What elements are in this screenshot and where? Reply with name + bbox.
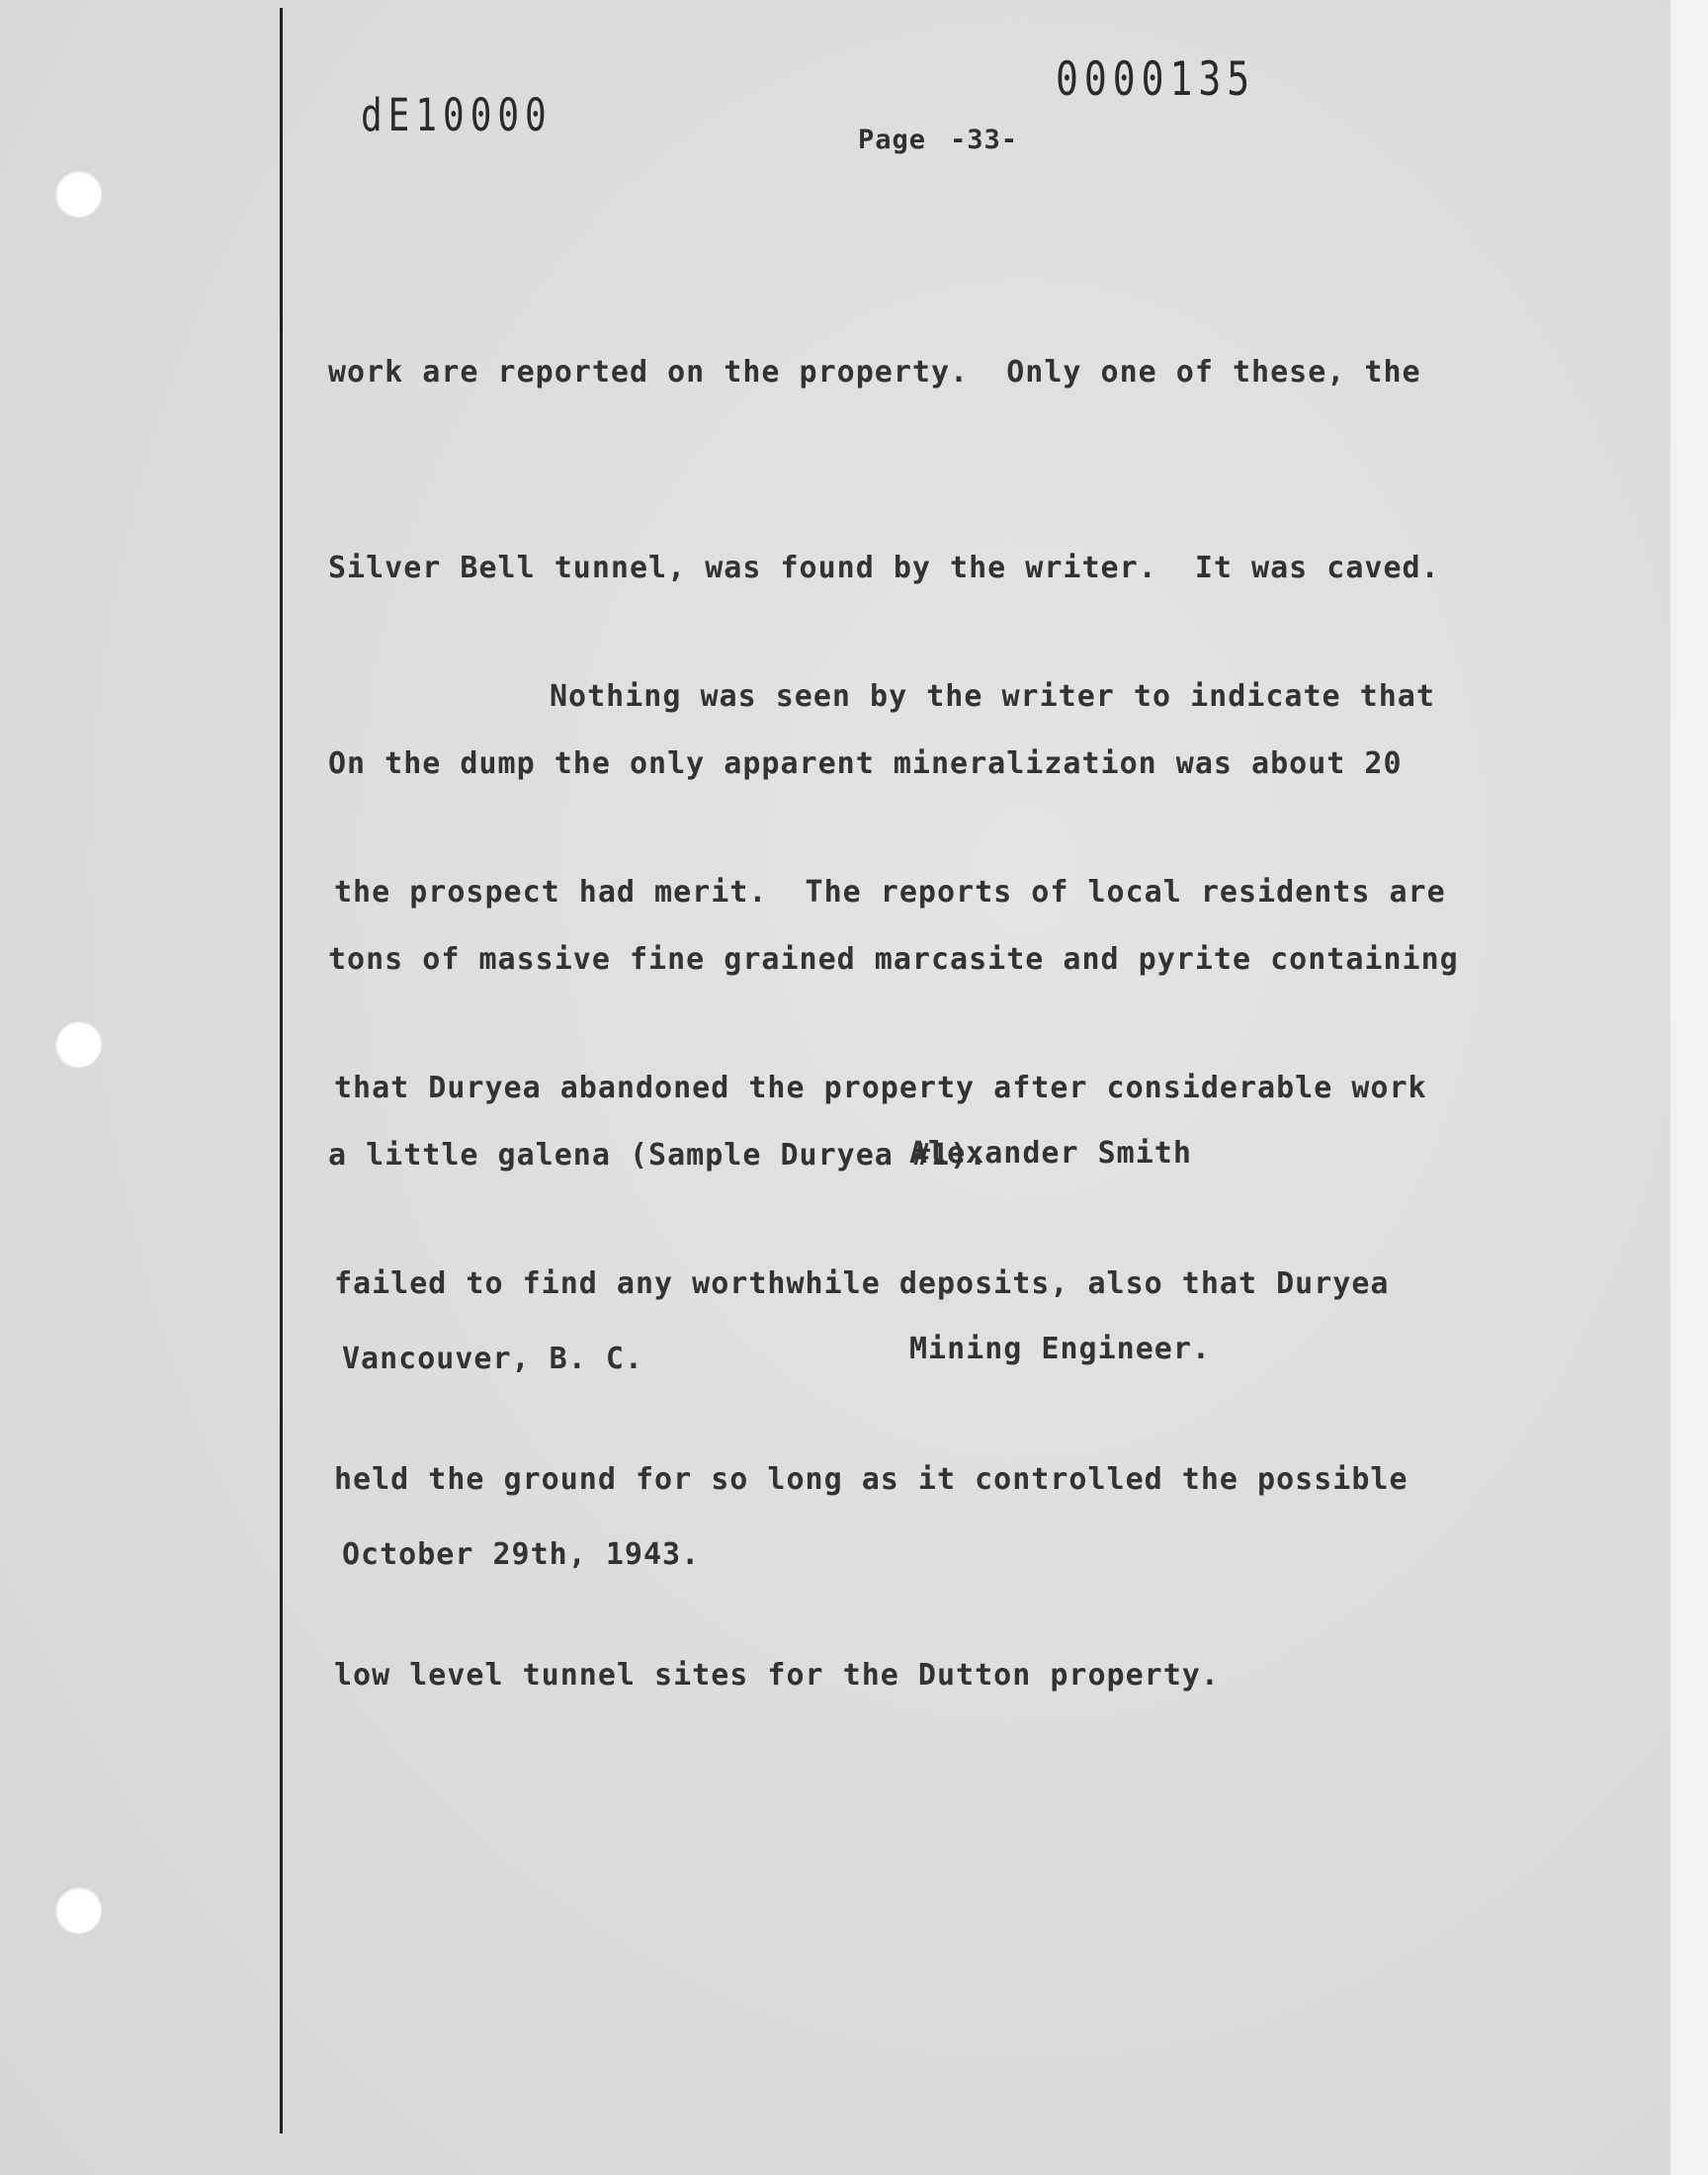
paragraph-line: Nothing was seen by the writer to indicate that — [550, 679, 1435, 714]
margin-rule — [280, 8, 283, 2133]
punch-hole-bottom — [54, 1886, 102, 1934]
paragraph-line: that Duryea abandoned the property after considerable work — [334, 1071, 1427, 1105]
document-code-stamp: dE10000 — [361, 91, 553, 142]
paragraph-line: On the dump the only apparent mineralization was about 20 — [328, 746, 1403, 781]
paragraph-line: a little galena (Sample Duryea #1). — [328, 1138, 988, 1173]
signature-title: Mining Engineer. — [909, 1332, 1211, 1366]
place: Vancouver, B. C. — [342, 1342, 643, 1376]
signature-block — [909, 991, 1211, 1513]
page-number: -33- — [950, 125, 1019, 155]
paragraph-line: Silver Bell tunnel, was found by the writer. It was caved. — [328, 551, 1440, 585]
page-edge — [1670, 0, 1708, 2175]
place-date-block — [342, 1196, 700, 1718]
punch-hole-top — [54, 170, 102, 218]
punch-hole-middle — [54, 1020, 102, 1068]
page-header — [858, 125, 1042, 155]
paragraph-line: held the ground for so long as it controlled the possible — [334, 1462, 1409, 1497]
paragraph-line: the prospect had merit. The reports of local residents are — [334, 875, 1446, 910]
paragraph-line: tons of massive fine grained marcasite and pyrite containing — [328, 942, 1459, 977]
paragraph-line: failed to find any worthwhile deposits, also that Duryea — [334, 1266, 1390, 1301]
date: October 29th, 1943. — [342, 1537, 701, 1572]
paragraph-line: work are reported on the property. Only one of these, the — [328, 355, 1421, 390]
paragraph-line: low level tunnel sites for the Dutton property. — [334, 1658, 1220, 1693]
page-serial-stamp: 0000135 — [1056, 51, 1256, 106]
signature-name: Alexander Smith — [909, 1136, 1192, 1171]
page-label: Page — [858, 125, 927, 155]
